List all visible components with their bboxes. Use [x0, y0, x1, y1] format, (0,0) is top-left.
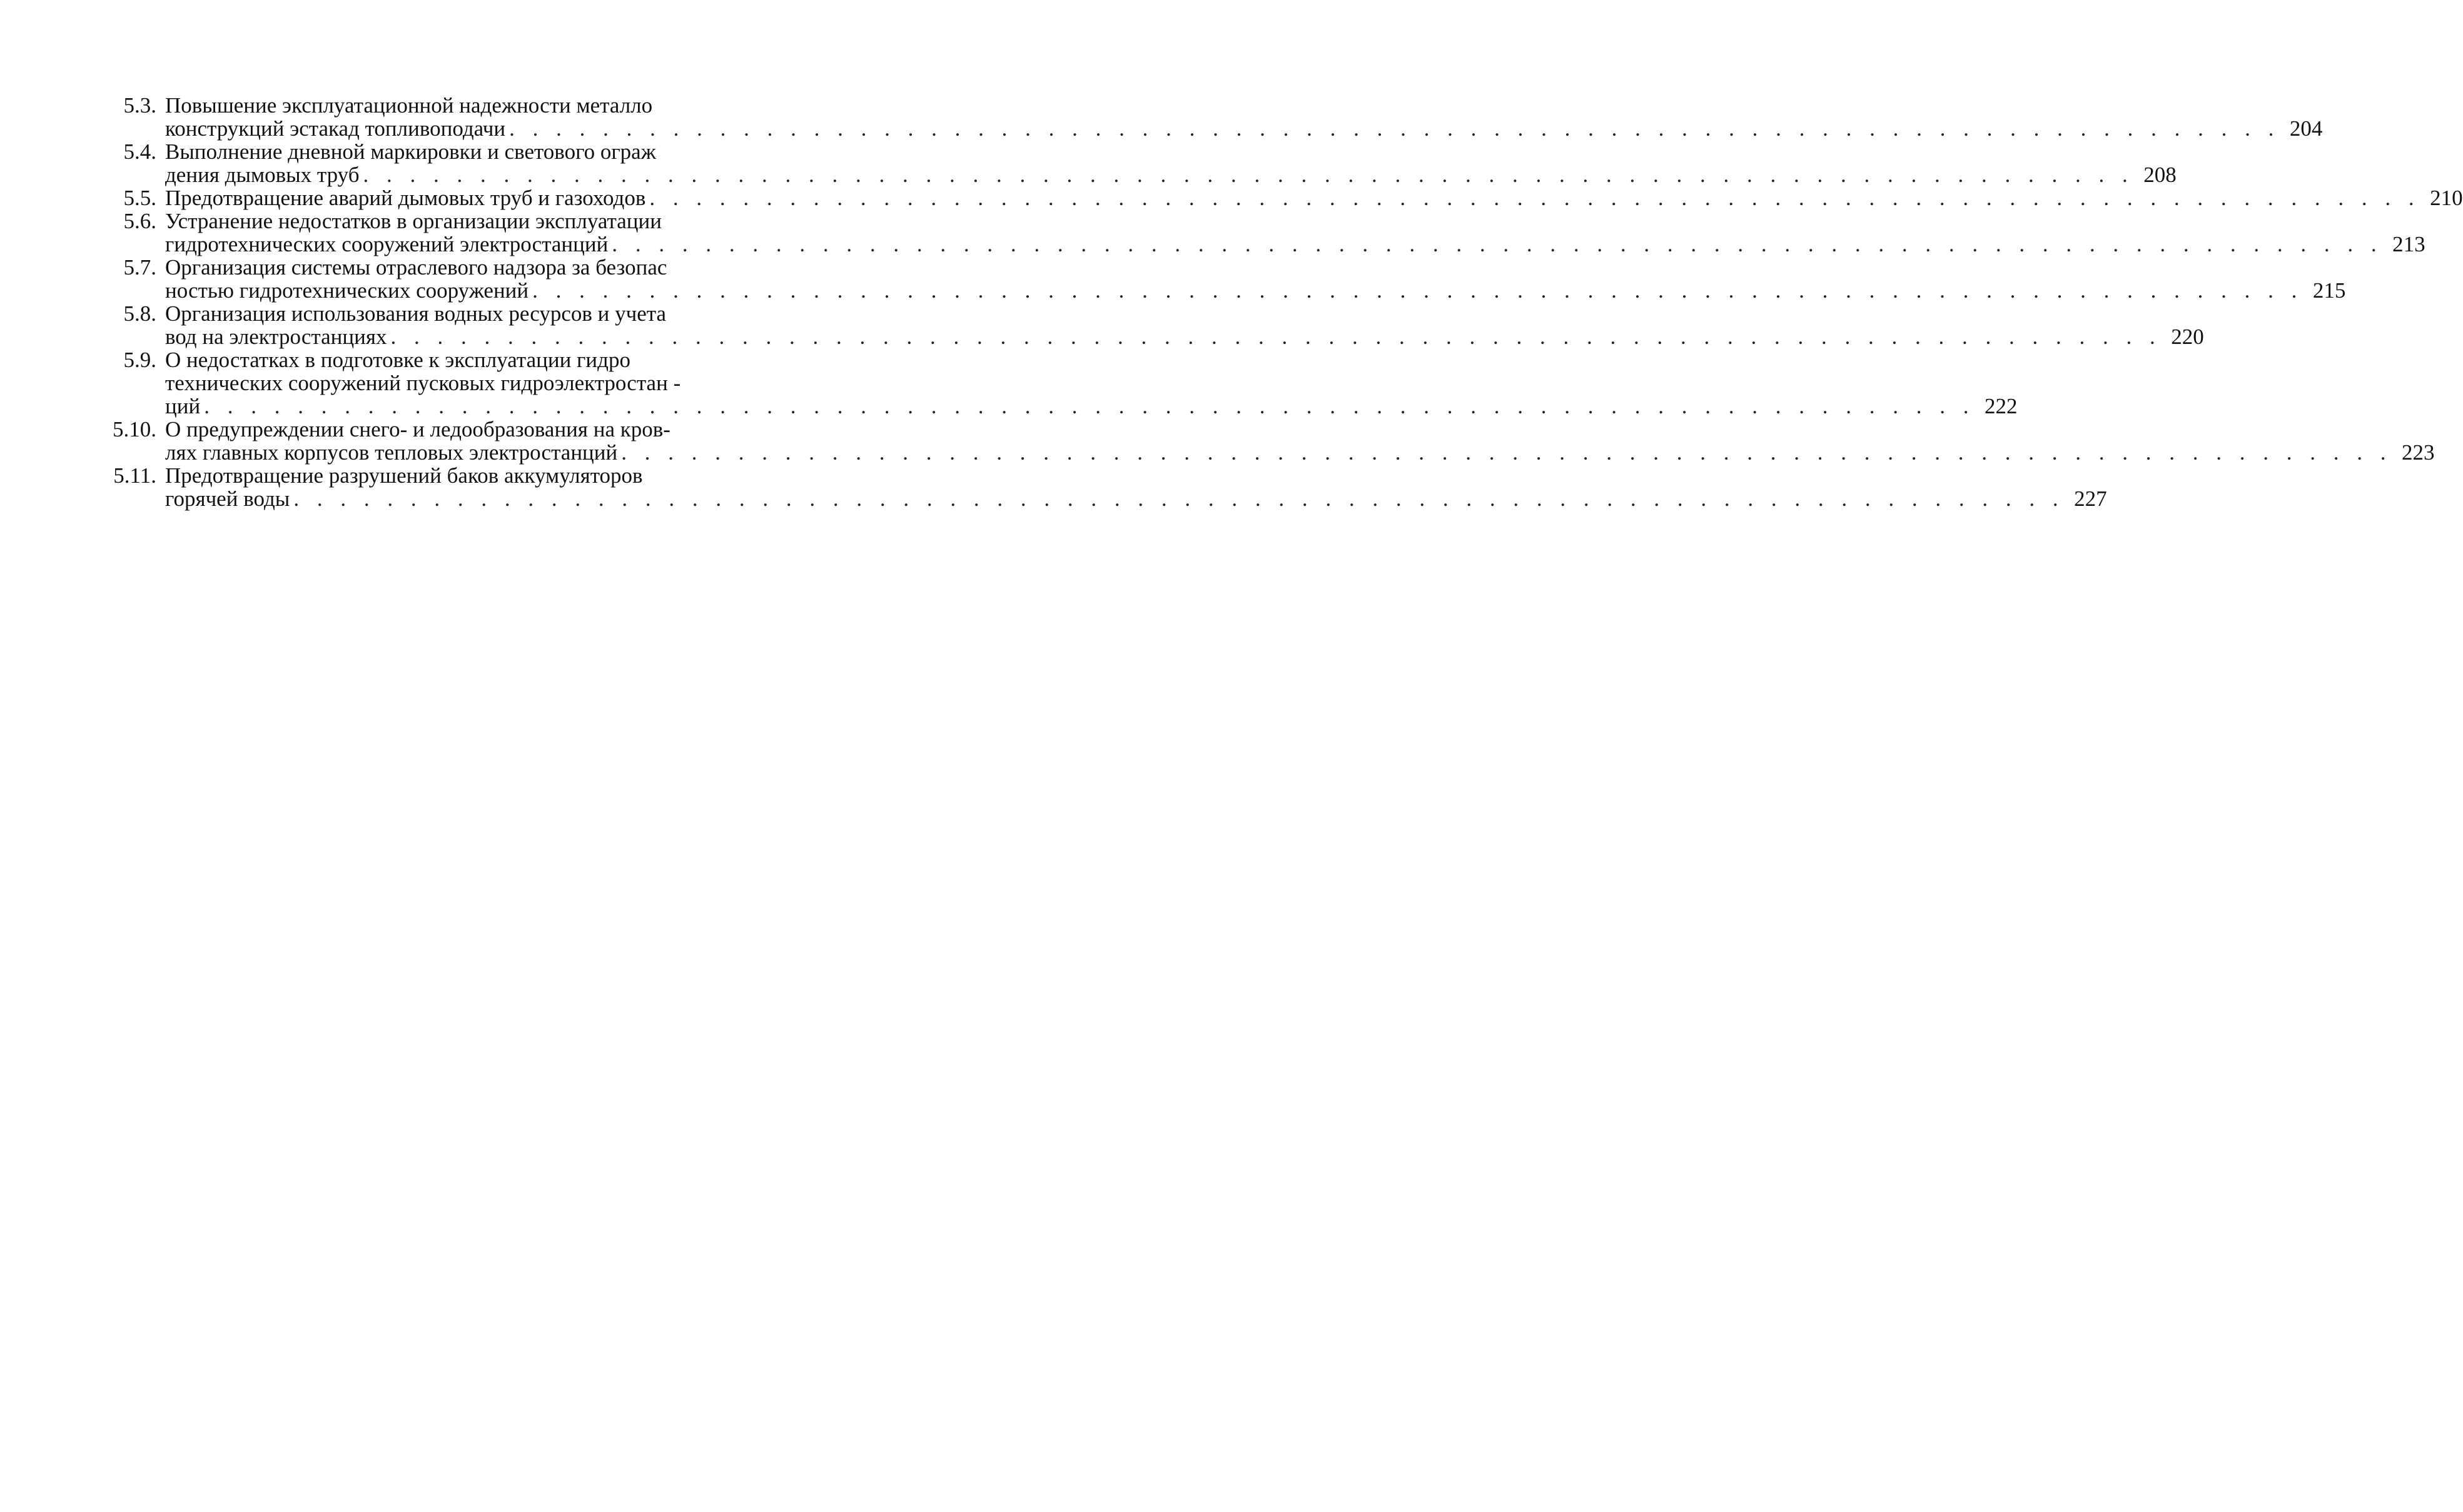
toc-entry-last-line [165, 186, 2463, 209]
table-of-contents [100, 93, 2463, 511]
toc-entry-title-line: Предотвращение аварий дымовых труб и газоходов [165, 186, 646, 210]
toc-entry-title-line: Организация системы отраслевого надзора за безопас [165, 255, 667, 280]
toc-entry-5-5 [100, 186, 2463, 210]
toc-entry-title-line: горячей воды [165, 486, 290, 511]
toc-entry-title [165, 94, 2322, 140]
toc-entry-title-line: Организация использования водных ресурсов и учета [165, 301, 667, 326]
dot-leader [509, 117, 2280, 140]
dot-leader [293, 487, 2064, 510]
toc-entry-title [165, 302, 2204, 348]
dot-leader [390, 325, 2161, 348]
toc-page-number: 222 [1984, 394, 2018, 418]
toc-entry-last-line [165, 233, 2425, 256]
toc-entry-number: 5.7. [123, 255, 156, 280]
toc-entry-title-line: дения дымовых труб [165, 163, 360, 187]
toc-entry-5-9 [100, 348, 2018, 418]
toc-entry-title-line: ций [165, 394, 201, 418]
toc-entry-title-line: Предотвращение разрушений баков аккумуляторов [165, 463, 643, 488]
toc-entry-title-line: лях главных корпусов тепловых электростанций [165, 440, 618, 465]
toc-entry-title [165, 348, 2017, 418]
toc-page-number: 215 [2312, 278, 2346, 303]
toc-entry-5-8 [100, 301, 2204, 349]
toc-entry-title-line: О предупреждении снего- и ледообразования на кров- [165, 417, 670, 441]
dot-leader [532, 279, 2303, 302]
toc-entry-number: 5.11. [113, 463, 156, 488]
toc-entry-last-line [165, 163, 2177, 186]
toc-page-number: 220 [2171, 325, 2204, 349]
toc-entry-title-line: Выполнение дневной маркировки и светового ограж [165, 139, 656, 164]
dot-leader [204, 395, 1975, 418]
toc-entry-title [165, 256, 2345, 302]
toc-entry-5-7 [100, 255, 2346, 303]
toc-entry-last-line [165, 325, 2204, 348]
toc-entry-title-line: Повышение эксплуатационной надежности металло [165, 93, 653, 118]
toc-entry-last-line [165, 441, 2435, 464]
toc-entry-title [165, 464, 2107, 510]
toc-entry-title-line: Устранение недостатков в организации эксплуатации [165, 209, 662, 233]
toc-entry-title [165, 186, 2463, 209]
toc-entry-number: 5.4. [123, 139, 156, 164]
dot-leader [612, 233, 2382, 256]
toc-entry-title-line: технических сооружений пусковых гидроэлектростан - [165, 371, 681, 395]
toc-entry-title [165, 209, 2425, 256]
toc-entry-title-line: гидротехнических сооружений электростанций [165, 232, 609, 256]
toc-page-number: 204 [2289, 116, 2323, 141]
toc-entry-5-10 [100, 417, 2435, 465]
toc-entry-title-line: О недостатках в подготовке к эксплуатации гидро [165, 348, 630, 372]
toc-entry-5-4 [100, 139, 2177, 187]
toc-entry-number: 5.5. [123, 186, 156, 210]
toc-entry-title-line: конструкций эстакад топливоподачи [165, 116, 506, 141]
toc-entry-title [165, 140, 2177, 186]
dot-leader [363, 163, 2134, 186]
toc-entry-title-line: вод на электростанциях [165, 325, 387, 349]
dot-leader [649, 186, 2420, 209]
dot-leader [621, 441, 2392, 464]
toc-entry-title [165, 418, 2435, 464]
toc-entry-title-line: ностью гидротехнических сооружений [165, 278, 529, 303]
toc-entry-5-11 [100, 463, 2107, 511]
toc-entry-last-line [165, 395, 2017, 418]
toc-page-number: 227 [2074, 486, 2107, 511]
toc-page-number: 210 [2430, 186, 2463, 210]
toc-entry-last-line [165, 117, 2322, 140]
toc-page-number: 213 [2392, 232, 2425, 256]
toc-entry-last-line [165, 279, 2345, 302]
toc-entry-number: 5.3. [123, 93, 156, 118]
toc-entry-5-6 [100, 209, 2425, 256]
toc-entry-number: 5.6. [123, 209, 156, 233]
toc-entry-number: 5.9. [123, 348, 156, 372]
toc-page-number: 208 [2143, 163, 2177, 187]
toc-entry-number: 5.8. [123, 301, 156, 326]
toc-page-number: 223 [2402, 440, 2435, 465]
toc-entry-number: 5.10. [113, 417, 156, 441]
toc-entry-last-line [165, 487, 2107, 510]
toc-entry-5-3 [100, 93, 2323, 141]
